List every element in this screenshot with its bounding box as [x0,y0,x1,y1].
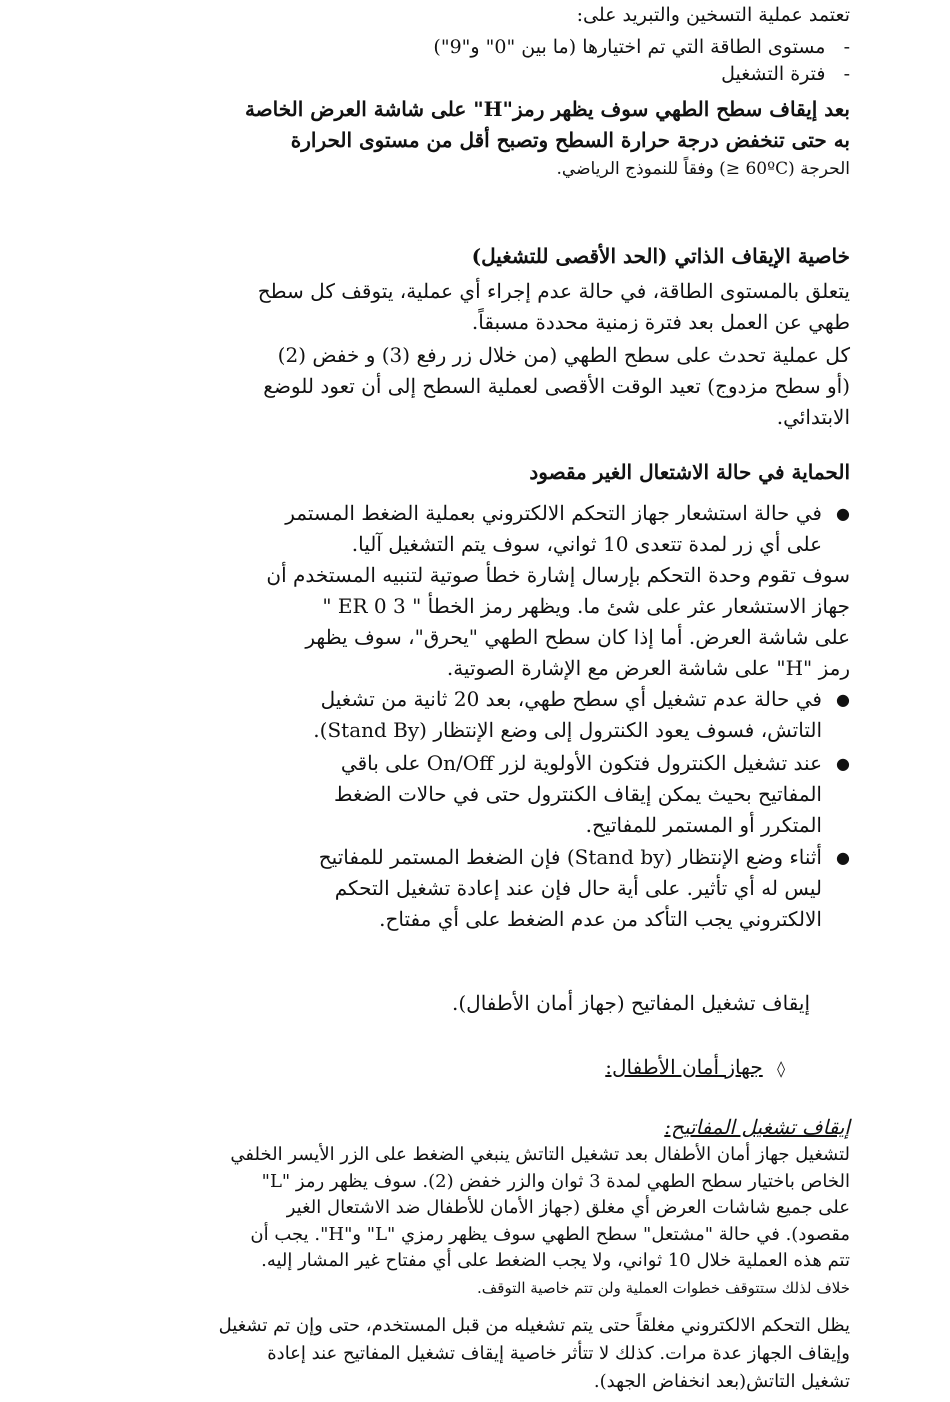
error-code-paragraph [110,560,850,684]
bullet-line: عند تشغيل الكنترول فتكون الأولوية لزر On/Off على باقي [340,751,822,775]
paragraph-line: يتعلق بالمستوى الطاقة، في حالة عدم إجراء أي عملية، يتوقف كل سطح [257,279,850,303]
protection-bullet-4 [110,842,850,935]
protection-bullet-2 [110,684,850,746]
child-lock-paragraph-2 [98,1312,850,1396]
heating-cooling-title [90,2,850,29]
paragraph-line: على جميع شاشات العرض أي مغلق (جهاز الأمان للأطفال ضد الاشتعال الغير [286,1197,850,1218]
auto-off-heading: خاصية الإيقاف الذاتي (الحد الأقصى للتشغيل) [471,244,850,268]
protection-bullet-3 [110,748,850,841]
bullet-icon: ● [836,848,850,867]
bullet-line: التاتش، فسوف يعود الكنترول إلى وضع الإنتظار (Stand By). [313,718,822,742]
key-lock-subheading-text: إيقاف تشغيل المفاتيح: [664,1115,850,1139]
auto-off-paragraph-2 [98,340,850,433]
paragraph-line: الابتدائي. [776,405,850,429]
paragraph-line: مقصود). في حالة "مشتعل" سطح الطهي سوف يظهر رمزي "L" و"H". يجب أن [250,1223,850,1245]
child-lock-diamond-item [185,1052,785,1084]
bullet-icon: ● [836,754,850,773]
paragraph-line: على شاشة العرض. أما إذا كان سطح الطهي "يحرق"، سوف يظهر [305,625,850,649]
bullet-line: ليس له أي تأثير. على أية حال فإن عند إعادة تشغيل التحكم [334,876,822,900]
paragraph-line: لتشغيل جهاز أمان الأطفال بعد تشغيل التاتش ينبغي الضغط على الزر الأيسر الخلفي [230,1144,850,1165]
child-lock-paragraph [98,1142,850,1301]
protection-bullet-1 [110,498,850,560]
bullet-line: المتكرر أو المستمر للمفاتيح. [585,813,822,837]
bullet-icon: ● [836,690,850,709]
bullet-line: على أي زر لمدة تتعدى 10 ثواني، سوف يتم التشغيل آليا. [351,532,822,556]
key-lock-subheading [98,1112,850,1143]
child-lock-label: جهاز أمان الأطفال: [605,1055,763,1079]
bullet-line: أثناء وضع الإنتظار (Stand by) فإن الضغط المستمر للمفاتيح [318,845,822,869]
paragraph-line: تتم هذه العملية خلال 10 ثواني، ولا يجب الضغط على أي مفتاح غير المشار إليه. [261,1250,850,1271]
list-item: - فترة التشغيل [721,63,850,85]
paragraph-line: يظل التحكم الالكتروني مغلقاً حتى يتم تشغيله من قبل المستخدم، حتى وإن تم تشغيل [218,1315,850,1336]
list-item-text: مستوى الطاقة التي تم اختيارها (ما بين "0" و"9") [433,36,826,58]
diamond-bullet-icon: ◊ [777,1059,785,1078]
paragraph-line: تشغيل التاتش(بعد انخفاض الجهد). [593,1371,850,1392]
bullet-icon: ● [836,504,850,523]
paragraph-line: بعد إيقاف سطح الطهي سوف يظهر رمز"H" على شاشة العرض الخاصة [244,97,850,121]
paragraph-line: وإيقاف الجهاز عدة مرات. كذلك لا تتأثر خاصية إيقاف تشغيل المفاتيح عند إعادة [267,1343,850,1364]
paragraph-line: سوف تقوم وحدة التحكم بإرسال إشارة خطأ صوتية لتنبيه المستخدم أن [266,563,850,587]
heating-cooling-list [90,34,850,88]
heating-cooling-title-text: تعتمد عملية التسخين والتبريد على: [576,4,850,26]
paragraph-line: جهاز الاستشعار عثر على شئ ما. ويظهر رمز الخطأ " ER 0 3 " [322,594,850,618]
paragraph-line: رمز "H" على شاشة العرض مع الإشارة الصوتية. [446,656,850,680]
auto-off-paragraph-1 [98,276,850,338]
child-lock-title: إيقاف تشغيل المفاتيح (جهاز أمان الأطفال). [452,991,810,1015]
residual-heat-paragraph [98,94,850,183]
protection-heading: الحماية في حالة الاشتعال الغير مقصود [529,460,850,484]
paragraph-line: (أو سطح مزدوج) تعيد الوقت الأقصى لعملية السطح إلى أن تعود للوضع [263,374,850,398]
bullet-line: في حالة عدم تشغيل أي سطح طهي، بعد 20 ثانية من تشغيل [320,687,822,711]
paragraph-line: الحرجة (60ºC ≤) وفقاً للنموذج الرياضي. [556,159,850,179]
bullet-line: الالكتروني يجب التأكد من عدم الضغط على أي مفتاح. [379,907,822,931]
list-item: - مستوى الطاقة التي تم اختيارها (ما بين "0" و"9") [433,36,850,58]
paragraph-line: خلاف لذلك ستتوقف خطوات العملية ولن تتم خاصية التوقف. [477,1278,850,1297]
list-item-text: فترة التشغيل [721,63,826,85]
bullet-line: المفاتيح بحيث يمكن إيقاف الكنترول حتى في حالات الضغط [333,782,822,806]
paragraph-line: الخاص باختيار سطح الطهي لمدة 3 ثوان والزر خفض (2). سوف يظهر رمز "L" [261,1170,850,1192]
bullet-line: في حالة استشعار جهاز التحكم الالكتروني بعملية الضغط المستمر [285,501,822,525]
paragraph-line: طهي عن العمل بعد فترة زمنية محددة مسبقاً. [471,310,850,334]
paragraph-line: به حتى تنخفض درجة حرارة السطح وتصبح أقل من مستوى الحرارة [290,128,850,152]
paragraph-line: كل عملية تحدث على سطح الطهي (من خلال زر رفع (3) و خفض (2) [277,343,850,367]
